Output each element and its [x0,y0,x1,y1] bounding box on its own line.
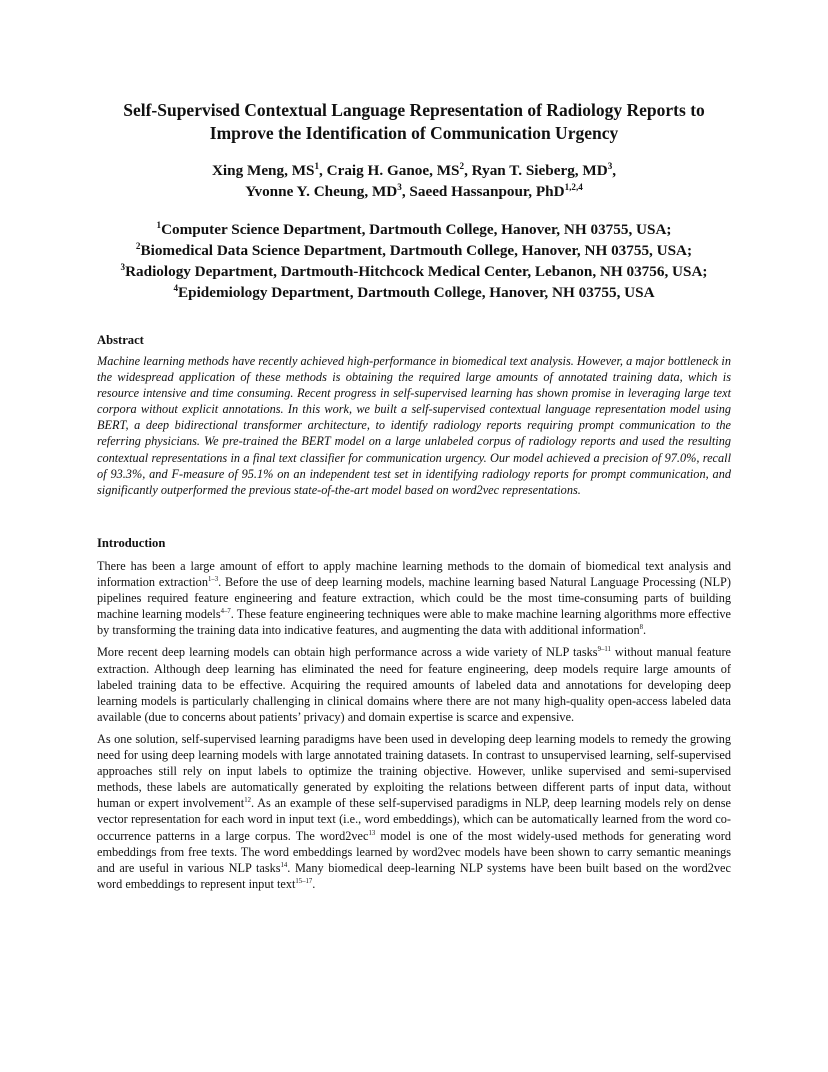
title-line-2: Improve the Identification of Communication Urgency [209,123,619,143]
introduction-body [97,558,731,898]
affiliation-list [60,219,768,303]
affiliation-2: $^2$Biomedical Data Science Department, Dartmouth College, Hanover, NH 03755, USA; [135,240,693,259]
author-line-2: Yvonne Y. Cheung, $MD^3$, Saeed Hassanpour, PhD$^{1,2,4}$ [245,181,583,200]
introduction-heading: Introduction [97,536,166,550]
affiliation-4: $^4$Epidemiology Department, Dartmouth College, Hanover, NH 03755, USA [173,282,655,301]
paper-title [60,99,768,145]
author-list [60,160,768,202]
intro-paragraph-3: As one solution, self-supervised learning paradigms have been used in developing deep learning models to remedy the growing need for using deep learning models with large annotated training datasets. In contrast to unsupervised learning, self-supervised approaches still rely on input labels to optimize the training objective. However, unlike supervised and semi-supervised methods, these labels are automatically generated by exploiting the relations between different parts of input data, without human or expert involvement$^{12}$. As an example of these self-supervised paradigms in NLP, deep learning models rely on dense vector representation for each word in input text (i.e., word embeddings), which can be automatically learned from the word co-occurrence patterns in a large corpus. The word2vec$^{13}$ model is one of the most widely-used methods for generating word embeddings from free texts. The word embeddings learned by word2vec models have been shown to carry semantic meanings and are useful in various NLP tasks$^{14}$. Many biomedical deep-learning NLP systems have been built based on the word2vec word embeddings to represent input text$^{15-17}$. [97,731,731,891]
title-line-1: Self-Supervised Contextual Language Representation of Radiology Reports to [123,100,705,120]
affiliation-3: $^3$Radiology Department, Dartmouth-Hitchcock Medical Center, Lebanon, NH 03756, USA; [120,261,708,280]
intro-paragraph-2: More recent deep learning models can obtain high performance across a wide variety of NLP tasks$^{9-11}$ without manual feature extraction. Although deep learning has eliminated the need for feature engineering, deep models require large amounts of labeled training data to be effective. Acquiring the required amounts of labeled data and annotations for developing deep learning models is particularly challenging in clinical domains where there are not many high-quality open-access labeled data available (due to concerns about patients’ privacy) and domain expertise is scarce and expensive. [97,645,731,724]
intro-paragraph-1: There has been a large amount of effort to apply machine learning methods to the domain of biomedical text analysis and information extraction$^{1-3}$. Before the use of deep learning models, machine learning based Natural Language Processing (NLP) pipelines required feature engineering and feature extraction, which could be the most time-consuming parts of building machine learning models$^{4-7}$. These feature engineering techniques were able to make machine learning algorithms more effective by transforming the training data into indicative features, and augmenting the data with additional information$^8$. [97,559,731,638]
abstract-text: Machine learning methods have recently achieved high-performance in biomedical text analysis. However, a major bottleneck in the widespread application of these methods is obtaining the required large amounts of annotated training data, which is resource intensive and time consuming. Recent progress in self-supervised learning has shown promise in leveraging large text corpora without explicit annotations. In this work, we built a self-supervised contextual language representation model using BERT, a deep bidirectional transformer architecture, to identify radiology reports requiring prompt communication to the referring physicians. We pre-trained the BERT model on a large unlabeled corpus of radiology reports and used the resulting contextual representations in a final text classifier for communication urgency. Our model achieved a precision of 97.0%, recall of 93.3%, and F-measure of 95.1% on an independent test set in identifying radiology reports for prompt communication, and significantly outperformed the previous state-of-the-art model based on word2vec representations. [97,354,731,497]
affiliation-1: $^1$Computer Science Department, Dartmouth College, Hanover, NH 03755, USA; [156,219,672,238]
author-line-1: Xing Meng, $MS^1$, Craig H. Ganoe, $MS^2$, Ryan T. Sieberg, $MD^3$, [211,160,617,179]
abstract-heading: Abstract [97,333,144,347]
